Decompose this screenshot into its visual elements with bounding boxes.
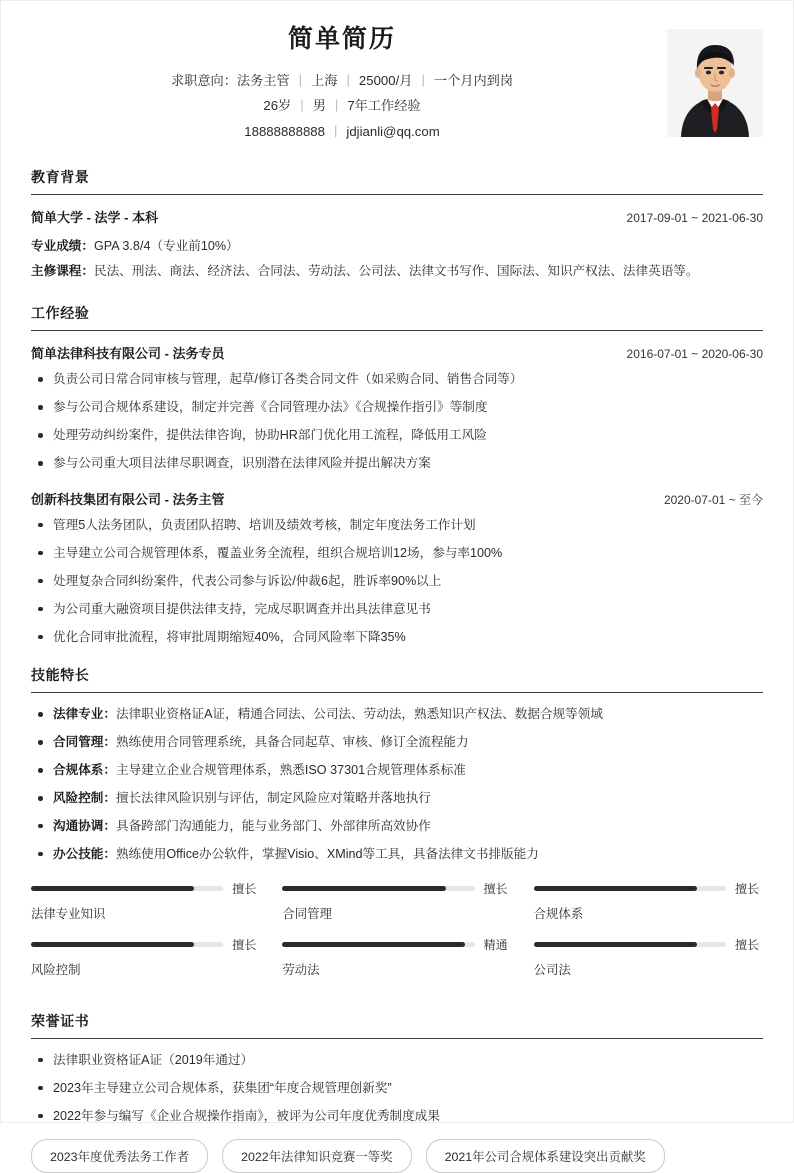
- separator-icon: |: [298, 71, 303, 87]
- skill-level: 擅长: [734, 881, 759, 896]
- list-item: 法律职业资格证A证（2019年通过）: [31, 1051, 763, 1070]
- honors-bullet-list: [31, 1051, 763, 1126]
- personal-experience: 7年工作经验: [347, 98, 421, 114]
- intent-label: 求职意向：: [170, 72, 237, 88]
- section-title-work: 工作经验: [31, 303, 763, 331]
- work-date: 2020-07-01 ~ 至今: [663, 492, 763, 507]
- list-item: 主导建立公司合规管理体系，覆盖业务全流程，组织合规培训12场，参与率100%: [31, 544, 763, 563]
- skill-bar-row: [534, 880, 763, 897]
- skill-text: 法律职业资格证A证，精通合同法、公司法、劳动法，熟悉知识产权法、数据合规等领域: [115, 707, 603, 722]
- skill-bar-item: [31, 936, 260, 978]
- section-title-honors: 荣誉证书: [31, 1011, 763, 1039]
- skill-level: 擅长: [232, 881, 257, 896]
- section-skills: [31, 665, 763, 991]
- education-school: 简单大学 - 法学 - 本科: [31, 210, 159, 225]
- skill-bar-item: [534, 880, 763, 922]
- skill-track: [282, 942, 474, 947]
- list-item: 2022年参与编写《企业合规操作指南》，被评为公司年度优秀制度成果: [31, 1107, 763, 1126]
- skill-name: 法律专业知识: [31, 906, 106, 921]
- skills-bullet-list: [31, 705, 763, 863]
- section-work: [31, 303, 763, 646]
- list-item: 参与公司合规体系建设，制定并完善《合同管理办法》《合规操作指引》等制度: [31, 398, 763, 417]
- work-company-role: 简单法律科技有限公司 - 法务专员: [31, 346, 225, 362]
- honor-tag-row: [31, 1139, 763, 1173]
- list-item: 2023年主导建立公司合规体系，获集团“年度合规管理创新奖”: [31, 1079, 763, 1098]
- skill-bar-item: [282, 880, 511, 922]
- separator-icon: |: [300, 97, 304, 113]
- skill-level: 擅长: [734, 937, 759, 952]
- skill-bar-row: [282, 936, 511, 953]
- skill-text: 擅长法律风险识别与评估，制定风险应对策略并落地执行: [115, 791, 431, 806]
- list-item: [31, 817, 763, 836]
- separator-icon: |: [334, 97, 339, 113]
- skill-text: 主导建立企业合规管理体系，熟悉ISO 37301合规管理体系标准: [115, 763, 466, 778]
- work-company-role: 创新科技集团有限公司 - 法务主管: [31, 491, 225, 507]
- section-title-skills: 技能特长: [31, 665, 763, 693]
- work-entry-head: [31, 343, 763, 362]
- skill-label: 法律专业：: [53, 707, 116, 722]
- intent-position: 法务主管: [236, 72, 290, 88]
- skill-track: [31, 942, 223, 947]
- page-title: 简单简历: [287, 25, 396, 53]
- skill-name: 公司法: [533, 962, 571, 977]
- education-gpa-label: 专业成绩：: [31, 239, 94, 253]
- skill-name: 风险控制: [31, 962, 81, 977]
- honor-tag: 2022年法律知识竞赛一等奖: [222, 1139, 411, 1173]
- skill-fill: [282, 942, 465, 947]
- work-entry: [31, 343, 763, 473]
- avatar: [667, 29, 763, 137]
- skill-bar-item: [31, 880, 260, 922]
- skill-fill: [31, 942, 194, 947]
- skill-text: 熟练使用合同管理系统，具备合同起草、审核、修订全流程能力: [115, 735, 469, 750]
- work-entry-head: [31, 489, 763, 508]
- honor-tag: 2023年度优秀法务工作者: [31, 1139, 208, 1173]
- skill-label: 合同管理：: [53, 735, 116, 750]
- skill-track: [31, 886, 223, 891]
- list-item: [31, 761, 763, 780]
- list-item: [31, 845, 763, 864]
- education-entry-head: [31, 207, 763, 226]
- section-title-education: 教育背景: [31, 167, 763, 195]
- skill-name: 劳动法: [282, 962, 320, 977]
- honor-tag: 2021年公司合规体系建设突出贡献奖: [426, 1139, 665, 1173]
- list-item: [31, 789, 763, 808]
- skill-track: [282, 886, 474, 891]
- skill-text: 具备跨部门沟通能力，能与业务部门、外部律所高效协作: [115, 818, 431, 833]
- skill-label: 办公技能：: [53, 846, 116, 861]
- list-item: 处理劳动纠纷案件，提供法律咨询，协助HR部门优化用工流程，降低用工风险: [31, 426, 763, 445]
- personal-age: 26岁: [263, 98, 292, 114]
- header-text-block: [31, 23, 763, 145]
- list-item: [31, 705, 763, 724]
- skill-track: [534, 942, 726, 947]
- intent-city: 上海: [311, 72, 338, 88]
- skill-name: 合规体系: [533, 906, 584, 921]
- work-entry: [31, 489, 763, 646]
- skill-level: 精通: [483, 937, 508, 952]
- separator-icon: |: [421, 71, 425, 87]
- skill-bar-row: [31, 936, 260, 953]
- skill-level: 擅长: [483, 881, 508, 896]
- work-bullet-list: [31, 370, 763, 473]
- contact-email[interactable]: jdjianli@qq.com: [346, 124, 440, 140]
- skill-label: 风险控制：: [53, 791, 116, 806]
- education-courses-line: [31, 259, 763, 284]
- skill-bar-row: [534, 936, 763, 953]
- personal-gender: 男: [312, 98, 326, 114]
- avatar-illustration: [667, 29, 763, 137]
- meta-line-personal: [31, 93, 653, 119]
- work-bullet-list: [31, 516, 763, 646]
- list-item: 负责公司日常合同审核与管理，起草/修订各类合同文件（如采购合同、销售合同等）: [31, 370, 763, 389]
- section-education: [31, 167, 763, 284]
- education-gpa-value: GPA 3.8/4（专业前10%）: [93, 239, 239, 253]
- intent-availability: 一个月内到岗: [433, 72, 514, 88]
- separator-icon: |: [346, 71, 350, 87]
- meta-line-intent: [31, 68, 653, 94]
- list-item: [31, 733, 763, 752]
- skill-bar-grid: [31, 880, 763, 992]
- skill-name: 合同管理: [282, 906, 332, 921]
- education-gpa-line: [31, 234, 763, 259]
- list-item: 为公司重大融资项目提供法律支持，完成尽职调查并出具法律意见书: [31, 600, 763, 619]
- skill-text: 熟练使用Office办公软件，掌握Visio、XMind等工具，具备法律文书排版能力: [115, 846, 539, 861]
- skill-level: 擅长: [232, 937, 257, 952]
- separator-icon: |: [333, 123, 338, 139]
- work-date: 2016-07-01 ~ 2020-06-30: [626, 347, 763, 362]
- skill-track: [534, 886, 726, 891]
- list-item: 优化合同审批流程，将审批周期缩短40%，合同风险率下降35%: [31, 628, 763, 647]
- skill-bar-row: [282, 880, 511, 897]
- skill-bar-row: [31, 880, 260, 897]
- skill-fill: [534, 886, 697, 891]
- education-date: 2017-09-01 ~ 2021-06-30: [626, 211, 763, 225]
- list-item: 管理5人法务团队，负责团队招聘、培训及绩效考核，制定年度法务工作计划: [31, 516, 763, 535]
- skill-label: 合规体系：: [53, 763, 116, 778]
- contact-phone[interactable]: 18888888888: [244, 124, 325, 140]
- skill-label: 沟通协调：: [53, 818, 116, 833]
- skill-fill: [282, 886, 445, 891]
- skill-fill: [31, 886, 194, 891]
- skill-bar-item: [282, 936, 511, 978]
- list-item: 参与公司重大项目法律尽职调查，识别潜在法律风险并提出解决方案: [31, 454, 763, 473]
- education-courses-value: 民法、刑法、商法、经济法、合同法、劳动法、公司法、法律文书写作、国际法、知识产权法、法律英语等。: [93, 264, 699, 279]
- list-item: 处理复杂合同纠纷案件，代表公司参与诉讼/仲裁6起，胜诉率90%以上: [31, 572, 763, 591]
- intent-salary: 25000/月: [358, 72, 413, 88]
- resume-header: [31, 23, 763, 143]
- section-honors: [31, 1011, 763, 1173]
- education-courses-label: 主修课程：: [31, 264, 94, 279]
- skill-bar-item: [534, 936, 763, 978]
- meta-line-contact: [31, 119, 653, 145]
- skill-fill: [534, 942, 697, 947]
